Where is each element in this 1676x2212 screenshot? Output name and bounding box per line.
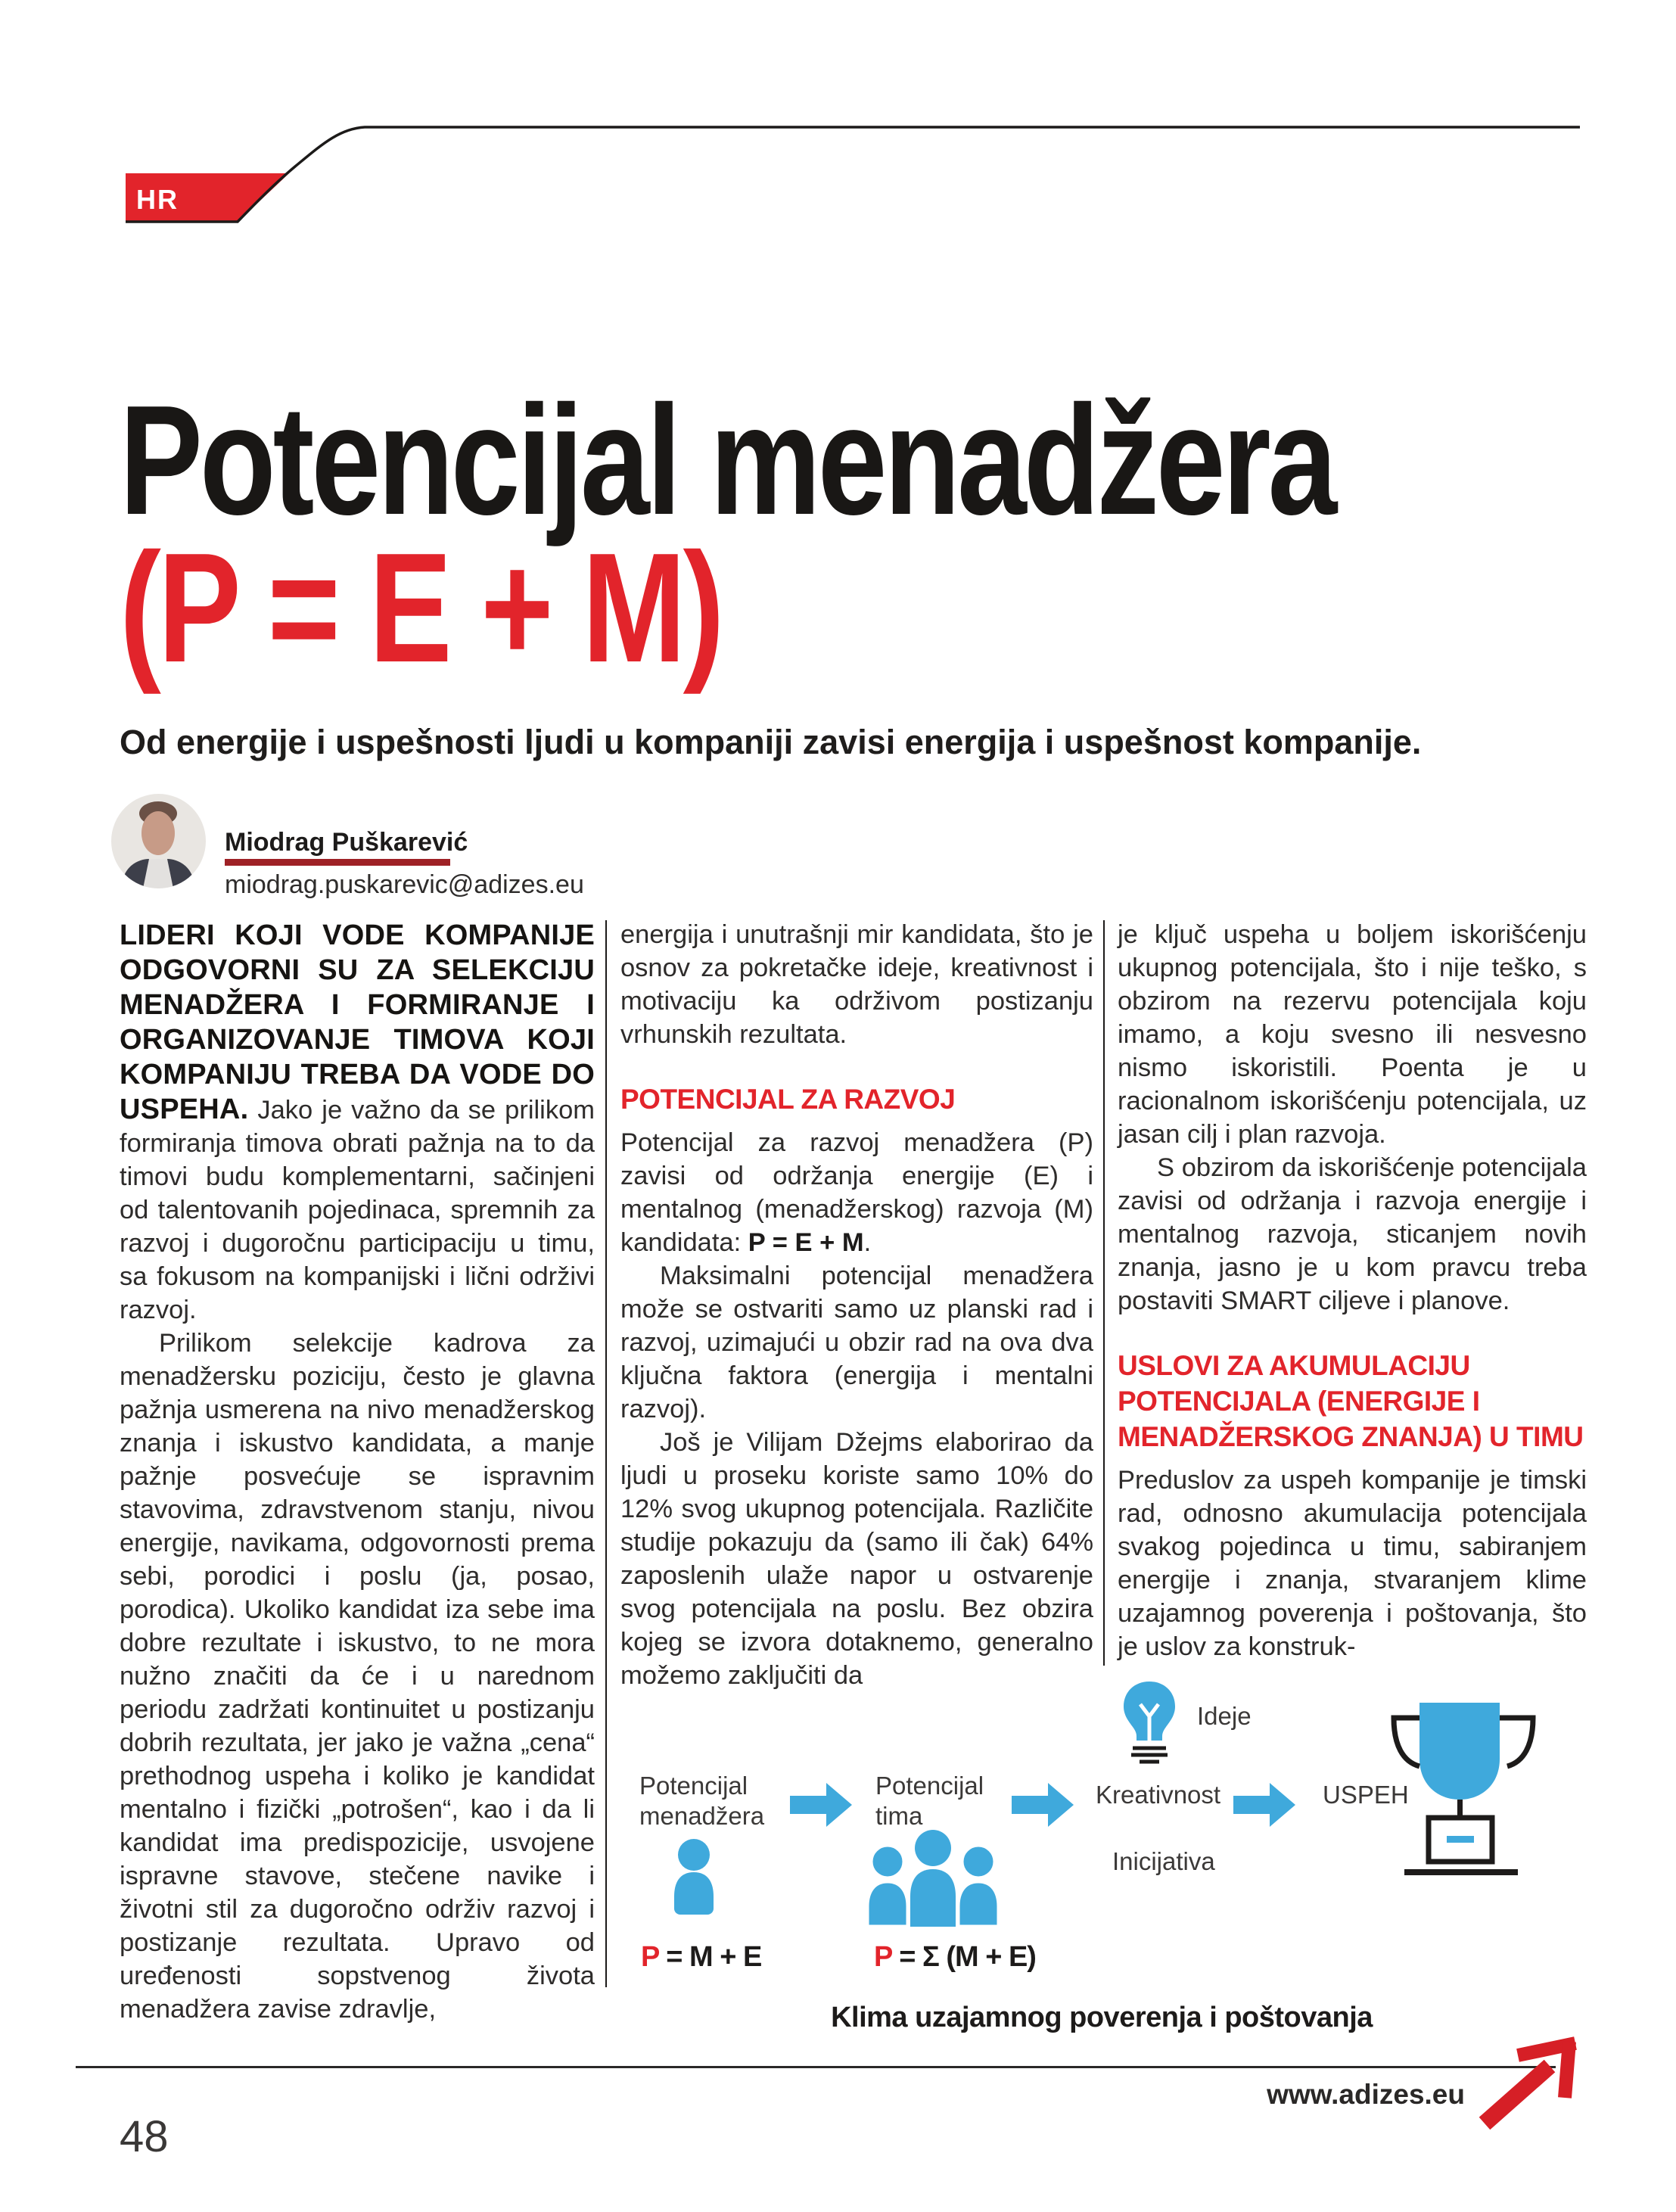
section-heading-potencijal-za-razvoj: POTENCIJAL ZA RAZVOJ [620, 1084, 956, 1115]
paragraph: Maksimalni potencijal menadžera može se ostvariti samo uz planski rad i razvoj, uzimajući u obzir rad na ova dva ključna faktora (energija i mentalni razvoj). [620, 1262, 1093, 1423]
section-heading-uslovi-za-akumulaciju: USLOVI ZA AKUMULACIJU POTENCIJALA (ENERGIJE I MENADŽERSKOG ZNANJA) U TIMU [1118, 1350, 1584, 1452]
diagram-node-label: menadžera [639, 1802, 765, 1830]
article-column-1 [120, 918, 595, 2026]
formula-p: P [874, 1941, 892, 1973]
article-title-line1: Potencijal menadžera [120, 373, 1335, 547]
paragraph-text: . [863, 1228, 872, 1257]
column-divider-1 [605, 920, 607, 1987]
diagram-node-uspeh: USPEH [1323, 1781, 1409, 1809]
lead-caps-text: LIDERI KOJI VODE KOMPANIJE ODGOVORNI SU ZA SELEKCIJU MENADŽERA I FORMIRANJE I ORGANIZOVANJE TIMOVA KOJI KOMPANIJU TREBA DA VODE DO USPEHA. [120, 919, 595, 1125]
footer-website: www.adizes.eu [1267, 2079, 1465, 2110]
author-avatar-photo [111, 794, 206, 888]
inline-formula: P = E + M [748, 1228, 864, 1257]
arrow-right-icon [790, 1783, 852, 1827]
diagram-formula-team [874, 1941, 1036, 1974]
page-number: 48 [120, 2112, 169, 2161]
diagram-label-inicijativa: Inicijativa [1112, 1847, 1215, 1875]
diagram-formula-manager [641, 1941, 761, 1974]
diagram-node-label: Potencijal [639, 1772, 748, 1800]
trophy-icon [1389, 1700, 1538, 1875]
author-email: miodrag.puskarevic@adizes.eu [225, 870, 584, 899]
person-icon [670, 1839, 717, 1915]
arrow-right-icon [1233, 1783, 1295, 1827]
paragraph: Još je Vilijam Džejms elaborirao da ljudi u proseku koriste samo 10% do 12% svog ukupnog potencijala. Različite studije pokazuju da (samo ili čak) 64% zaposlenih ulaže napor u ostvarenje svog potencijala na poslu. Bez obzira kojeg se izvora dotaknemo, generalno možemo zaključiti da [620, 1428, 1093, 1690]
paragraph: S obzirom da iskorišćenje potencijala zavisi od održanja i razvoja energije i mentalnog razvoja, sticanjem novih znanja, jasno je u kom pravcu treba postaviti SMART ciljeve i planove. [1118, 1153, 1587, 1315]
paragraph: Prilikom selekcije kadrova za menadžersku poziciju, često je glavna pažnja usmerena na nivo menadžerskog znanja i iskustvo kandidata, a manje pažnje posvećuje se ispravnim stavovima, zdravstvenom stanju, nivou energije, navikama, odgovornosti prema sebi, porodici i poslu (ja, posao, porodica). Ukoliko kandidat iza sebe ima dobre rezultate i iskustvo, to ne mora nužno značiti da će i u narednom periodu zadržati kontinuitet u postizanju dobrih rezultata, jer jako je važna „cena“ prethodnog uspeha i koliko je kandidat mentalno i fizički „potrošen“, kao i da li kandidat ima predispozicije, usvojene ispravne stavove, stečene navike i životni stil za dugoročno održiv razvoj i postizanje rezultata. Upravo od uređenosti sopstvenog života menadžera zavise zdravlje, [120, 1329, 595, 2024]
arrow-right-icon [1012, 1783, 1074, 1827]
article-subtitle: Od energije i uspešnosti ljudi u kompaniji zavisi energija i uspešnost kompanije. [120, 723, 1422, 761]
author-avatar [111, 794, 206, 888]
paragraph-text: Potencijal za razvoj menadžera (P) zavisi od održanja energije (E) i mentalnog (menadžerskog) razvoja (M) kandidata: [620, 1128, 1093, 1257]
article-column-2 [620, 918, 1093, 1692]
article-title-line2: (P = E + M) [120, 521, 722, 695]
diagram-node-label: Potencijal [875, 1772, 984, 1800]
section-tag: HR [136, 184, 179, 215]
author-name-underline [225, 859, 450, 866]
author-name: Miodrag Puškarević [225, 828, 468, 857]
paragraph: je ključ uspeha u boljem iskorišćenju ukupnog potencijala, što i nije teško, s obzirom na rezervu potencijala koju imamo, a koju svesno ili nesvesno nismo iskoristili. Poenta je u racionalnom iskorišćenju potencijala, uz jasan cilj i plan razvoja. [1118, 920, 1587, 1149]
lead-paragraph [120, 918, 595, 1327]
paragraph: energija i unutrašnji mir kandidata, što je osnov za pokretačke ideje, kreativnost i motivaciju ka održivom postizanju vrhunskih rezultata. [620, 920, 1093, 1049]
header-curve-line [126, 127, 1580, 222]
article-column-3 [1118, 918, 1587, 1663]
column-divider-2 [1103, 920, 1105, 1666]
footer-rule [76, 2066, 1556, 2068]
adizes-arrow-logo [1474, 2034, 1581, 2133]
paragraph [620, 1126, 1093, 1259]
formula-p: P [641, 1941, 659, 1973]
diagram-node-label: tima [875, 1802, 923, 1830]
formula-rest: = M + E [658, 1941, 762, 1973]
diagram-node-potencijal-tima [875, 1771, 984, 1831]
diagram-caption: Klima uzajamnog poverenja i poštovanja [831, 2002, 1373, 2033]
lead-body-text: Jako je važno da se prilikom formiranja timova obrati pažnja na to da timovi budu komplementarni, sačinjeni od talentovanih pojedinaca, spremnih za razvoj i dugoročnu participaciju u timu, sa fokusom na kompanijski i lični održivi razvoj. [120, 1096, 595, 1324]
lightbulb-icon [1122, 1680, 1177, 1765]
paragraph: Preduslov za uspeh kompanije je timski rad, odnosno akumulacija potencijala svakog pojedinca u timu, sabiranjem energije i znanja, stvaranjem klime uzajamnog poverenja i poštovanja, što je uslov za konstruk- [1118, 1466, 1587, 1661]
header-curve-graphic [0, 0, 1676, 257]
formula-rest: = Σ (M + E) [891, 1941, 1036, 1973]
people-group-icon [865, 1830, 1001, 1927]
diagram-node-potencijal-menadzera [639, 1771, 764, 1831]
diagram-node-kreativnost: Kreativnost [1096, 1781, 1221, 1809]
diagram-label-ideje: Ideje [1197, 1702, 1252, 1730]
